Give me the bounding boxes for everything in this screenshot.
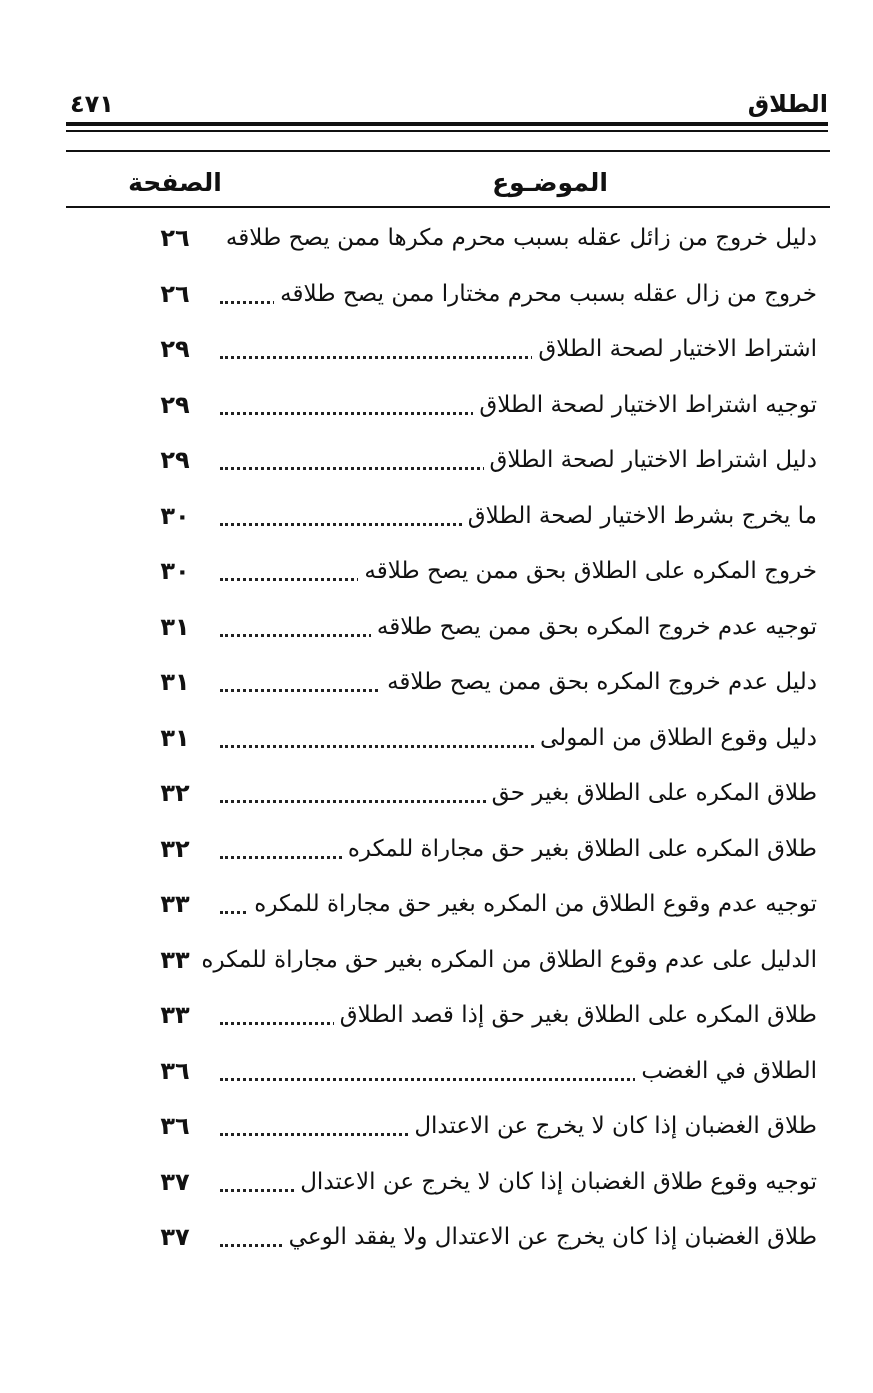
toc-entry bbox=[0, 432, 873, 488]
toc-entry-title: الدليل على عدم وقوع الطلاق من المكره بغير حق مجاراة للمكره bbox=[195, 942, 817, 978]
toc-entry bbox=[0, 1043, 873, 1099]
toc-entry bbox=[0, 599, 873, 655]
toc-entry-title: ما يخرج بشرط الاختيار لصحة الطلاق bbox=[462, 498, 817, 534]
toc-entry bbox=[0, 821, 873, 877]
header-rule-thin bbox=[66, 130, 828, 132]
toc-entry bbox=[0, 266, 873, 322]
toc-entry-title: دليل اشتراط الاختيار لصحة الطلاق bbox=[484, 442, 818, 478]
toc-entry-page: ٣٧ bbox=[160, 1167, 190, 1196]
toc-entry bbox=[0, 377, 873, 433]
toc-entry-page: ٢٩ bbox=[160, 446, 190, 474]
toc-entry-title: توجيه وقوع طلاق الغضبان إذا كان لا يخرج عن الاعتدال bbox=[294, 1164, 817, 1200]
column-heading-topic: الموضـوع bbox=[492, 168, 608, 197]
toc-entry-page: ٣١ bbox=[160, 723, 190, 752]
toc-entry bbox=[0, 987, 873, 1043]
toc-entry-page: ٣٦ bbox=[160, 1056, 190, 1085]
toc-entry bbox=[0, 654, 873, 710]
toc-entry-title: توجيه اشتراط الاختيار لصحة الطلاق bbox=[473, 387, 817, 423]
column-heading-page: الصفحة bbox=[128, 168, 222, 197]
toc-entry bbox=[0, 710, 873, 766]
toc-entry-page: ٣١ bbox=[160, 668, 190, 696]
toc-entry-title: توجيه عدم خروج المكره بحق ممن يصح طلاقه bbox=[371, 609, 817, 645]
running-header-title: الطلاق bbox=[747, 90, 828, 118]
header-rule-thick bbox=[66, 122, 828, 126]
toc-entry-page: ٣٣ bbox=[160, 890, 190, 918]
toc-entry bbox=[0, 876, 873, 932]
toc-entry-page: ٣٠ bbox=[160, 501, 190, 530]
toc-entry-page: ٣٣ bbox=[160, 1001, 190, 1029]
toc-entry-page: ٢٦ bbox=[160, 279, 190, 308]
toc-entry-page: ٣١ bbox=[160, 612, 190, 641]
toc-entry bbox=[0, 210, 873, 266]
toc-entry bbox=[0, 1154, 873, 1210]
toc-entry-title: دليل وقوع الطلاق من المولى bbox=[534, 720, 817, 756]
toc-entry bbox=[0, 488, 873, 544]
toc-entry-page: ٣٣ bbox=[160, 945, 190, 974]
toc-entry-title: توجيه عدم وقوع الطلاق من المكره بغير حق مجاراة للمكره bbox=[248, 886, 817, 922]
toc-entry-title: دليل عدم خروج المكره بحق ممن يصح طلاقه bbox=[381, 664, 817, 700]
toc-entry-title: الطلاق في الغضب bbox=[635, 1053, 817, 1089]
column-heading-rule bbox=[66, 206, 830, 208]
toc-entry-title: اشتراط الاختيار لصحة الطلاق bbox=[532, 331, 817, 367]
toc-entry-page: ٢٩ bbox=[160, 390, 190, 419]
toc-entry-title: خروج من زال عقله بسبب محرم مختارا ممن يصح طلاقه bbox=[274, 276, 817, 312]
toc-entry bbox=[0, 543, 873, 599]
toc-entry-title: دليل خروج من زائل عقله بسبب محرم مكرها ممن يصح طلاقه bbox=[220, 220, 817, 256]
toc-entry-page: ٣٧ bbox=[160, 1223, 190, 1251]
toc-entry-page: ٣٦ bbox=[160, 1112, 190, 1140]
toc-entry bbox=[0, 1209, 873, 1265]
toc-entry-page: ٢٩ bbox=[160, 335, 190, 363]
toc-entry-title: طلاق المكره على الطلاق بغير حق مجاراة للمكره bbox=[342, 831, 817, 867]
toc-entry bbox=[0, 321, 873, 377]
toc-entry-page: ٣٢ bbox=[160, 779, 190, 807]
toc-entry-title: طلاق المكره على الطلاق بغير حق إذا قصد الطلاق bbox=[334, 997, 817, 1033]
page-number: ٤٧١ bbox=[70, 90, 114, 118]
toc-entry-page: ٣٢ bbox=[160, 834, 190, 863]
toc-entry bbox=[0, 1098, 873, 1154]
toc-entry-title: خروج المكره على الطلاق بحق ممن يصح طلاقه bbox=[358, 553, 817, 589]
toc-entry bbox=[0, 765, 873, 821]
table-top-rule bbox=[66, 150, 830, 152]
toc-entry-title: طلاق الغضبان إذا كان لا يخرج عن الاعتدال bbox=[408, 1108, 817, 1144]
toc-entry-page: ٣٠ bbox=[160, 557, 190, 585]
toc-entry-title: طلاق المكره على الطلاق بغير حق bbox=[486, 775, 817, 811]
toc-entry bbox=[0, 932, 873, 988]
toc-entry-page: ٢٦ bbox=[160, 224, 190, 252]
toc-entry-title: طلاق الغضبان إذا كان يخرج عن الاعتدال ولا يفقد الوعي bbox=[283, 1219, 817, 1255]
